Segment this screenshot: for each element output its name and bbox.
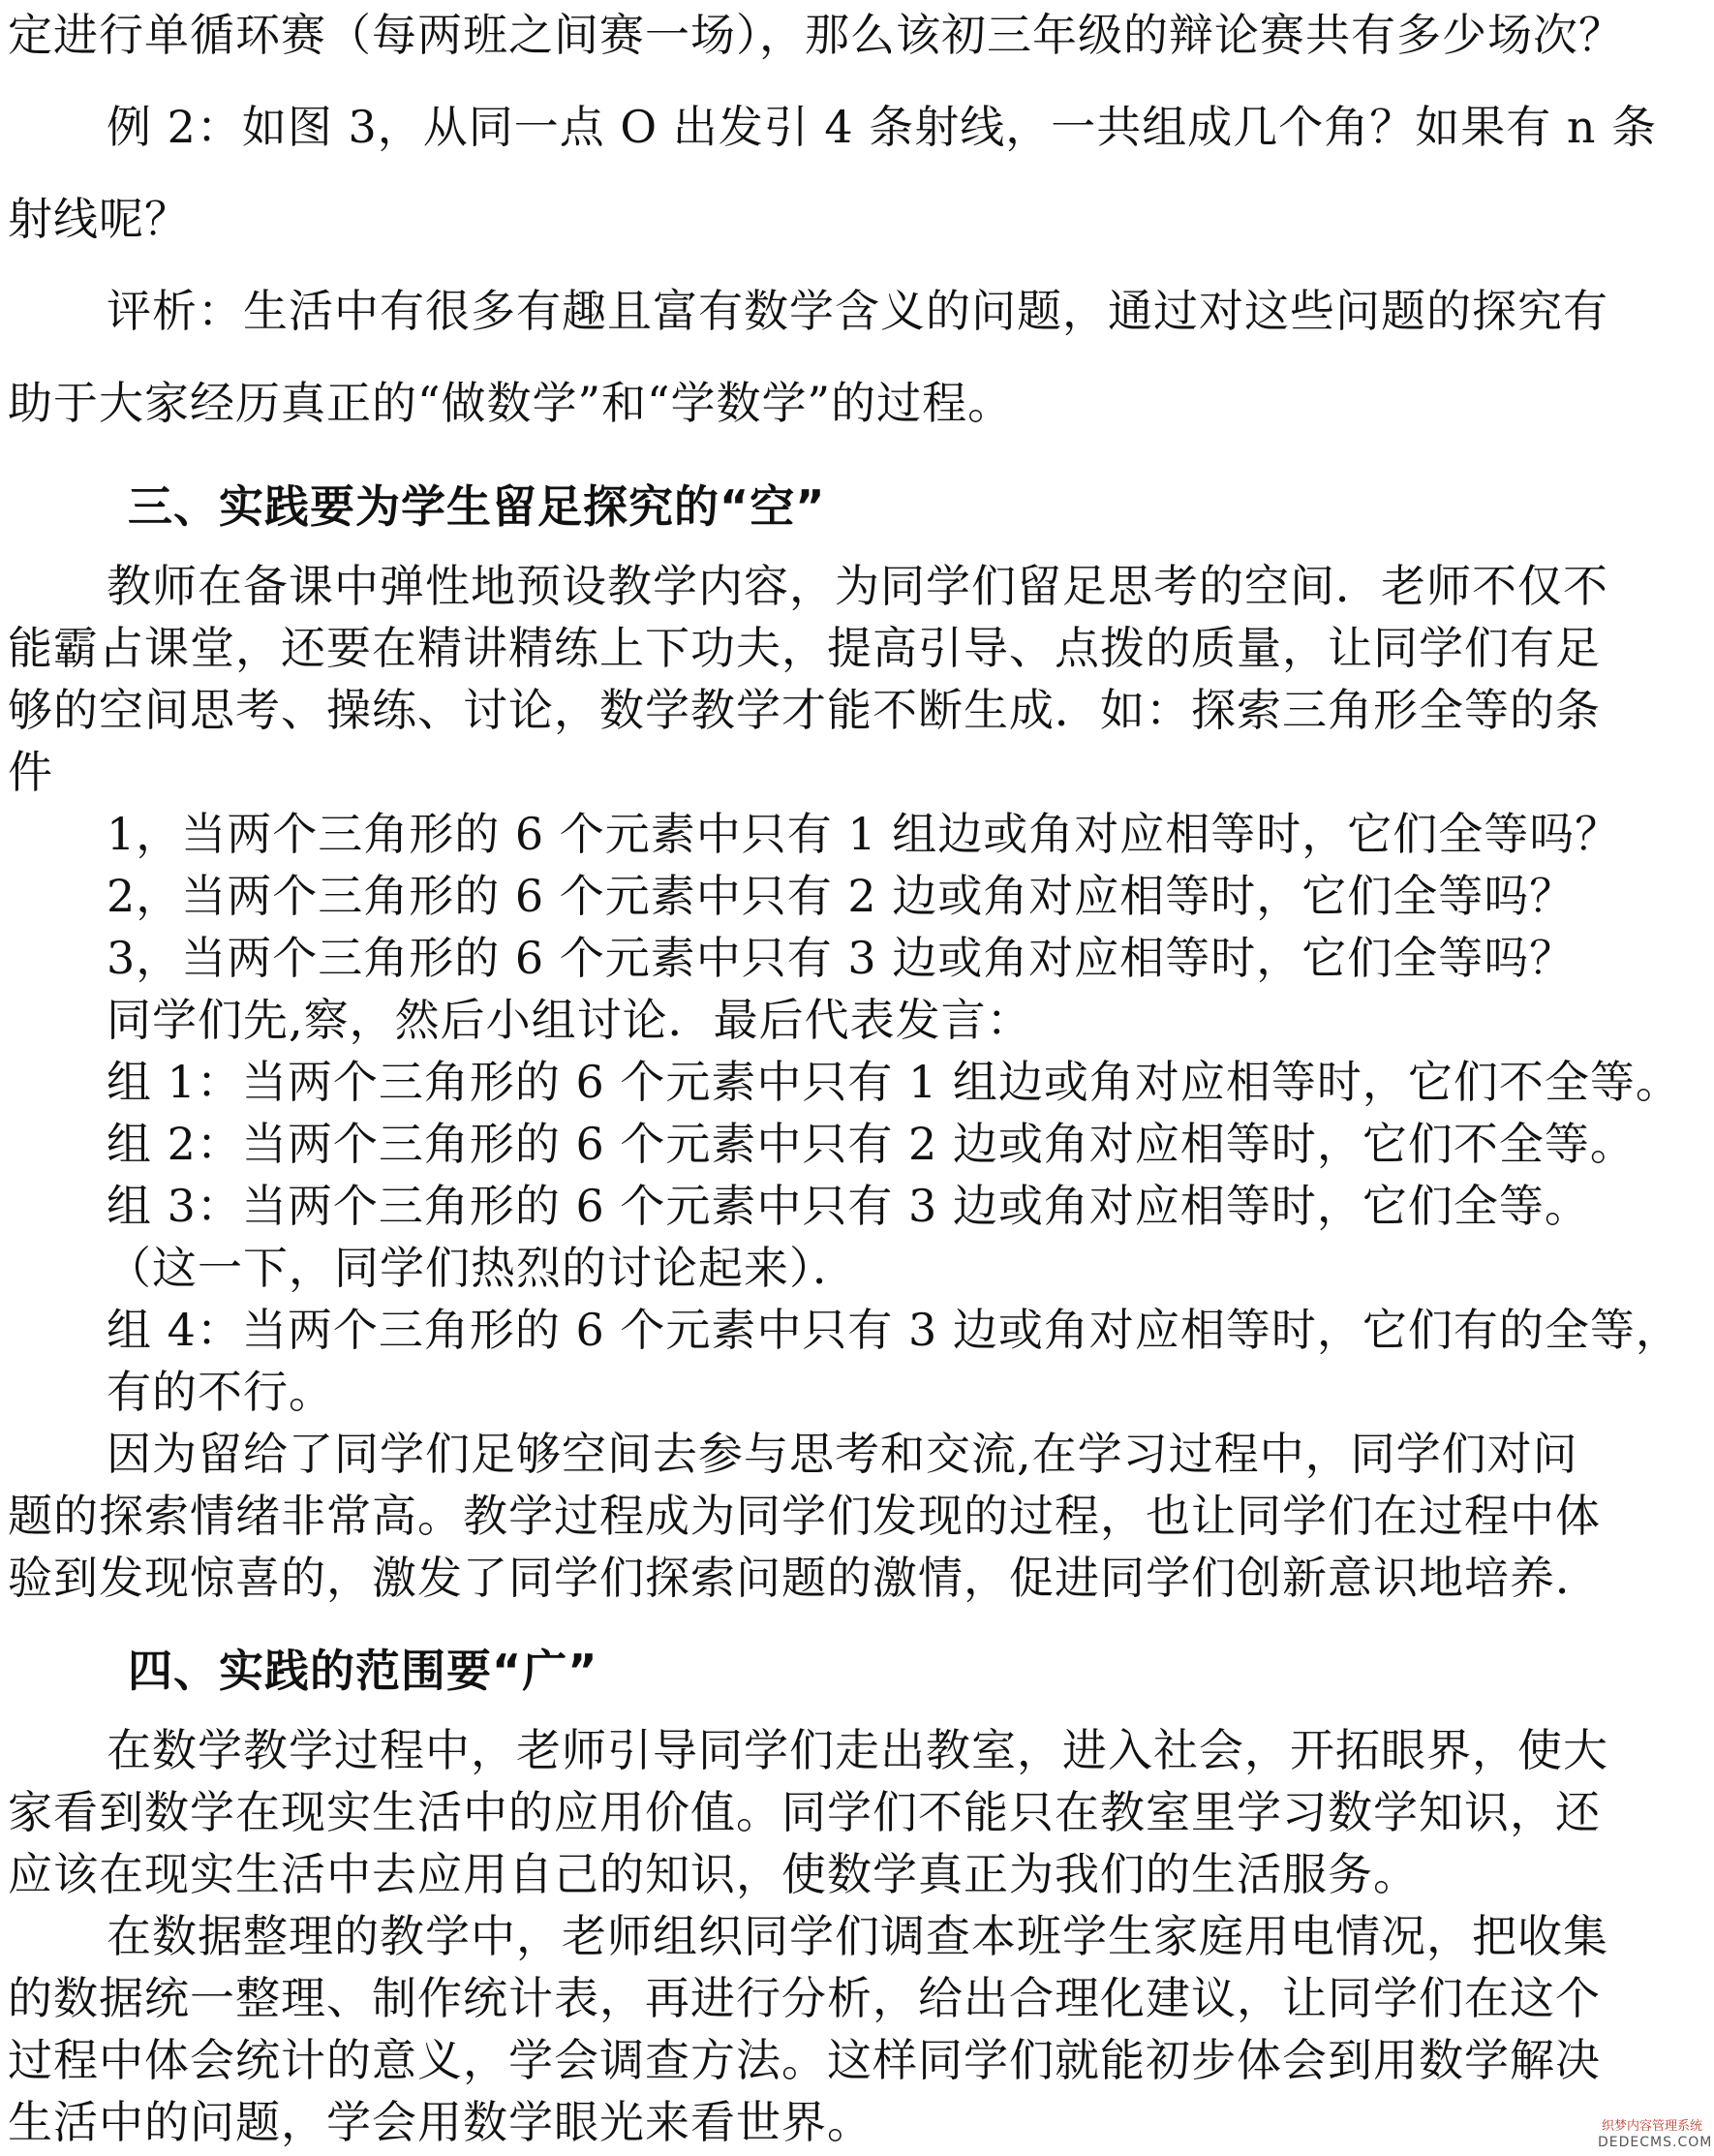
list-item: 组 3：当两个三角形的 6 个元素中只有 3 边或角对应相等时，它们全等。 bbox=[107, 1180, 1590, 1232]
list-item: 2，当两个三角形的 6 个元素中只有 2 边或角对应相等时，它们全等吗？ bbox=[107, 870, 1576, 922]
text-line: 射线呢？ bbox=[8, 193, 190, 245]
text-line: 定进行单循环赛（每两班之间赛一场），那么该初三年级的辩论赛共有多少场次？ bbox=[8, 9, 1624, 61]
text-line: 应该在现实生活中去应用自己的知识，使数学真正为我们的生活服务。 bbox=[8, 1848, 1419, 1900]
text-line: 在数据整理的教学中，老师组织同学们调查本班学生家庭用电情况，把收集 bbox=[107, 1910, 1608, 1962]
list-item: 组 1：当两个三角形的 6 个元素中只有 1 组边或角对应相等时，它们不全等。 bbox=[107, 1056, 1681, 1108]
text-line: 评析：生活中有很多有趣且富有数学含义的问题，通过对这些问题的探究有 bbox=[107, 285, 1608, 337]
section-heading: 三、实践要为学生留足探究的“空” bbox=[128, 480, 826, 533]
text-line: 例 2：如图 3，从同一点 O 出发引 4 条射线，一共组成几个角？如果有 n 条 bbox=[107, 101, 1658, 153]
text-line: 助于大家经历真正的“做数学”和“学数学”的过程。 bbox=[8, 377, 1014, 429]
text-line: 有的不行。 bbox=[107, 1366, 334, 1418]
text-line: 因为留给了同学们足够空间去参与思考和交流,在学习过程中，同学们对问 bbox=[107, 1428, 1578, 1480]
text-line: 过程中体会统计的意义，学会调查方法。这样同学们就能初步体会到用数学解决 bbox=[8, 2034, 1601, 2086]
text-line: （这一下，同学们热烈的讨论起来）． bbox=[107, 1242, 858, 1294]
watermark-bottom-text: DEDECMS.COM bbox=[1598, 2135, 1713, 2150]
text-line: 题的探索情绪非常高。教学过程成为同学们发现的过程，也让同学们在过程中体 bbox=[8, 1490, 1601, 1542]
text-line: 够的空间思考、操练、讨论，数学教学才能不断生成．如：探索三角形全等的条 bbox=[8, 684, 1601, 736]
text-line: 能霸占课堂，还要在精讲精练上下功夫，提高引导、点拨的质量，让同学们有足 bbox=[8, 622, 1601, 674]
text-line: 家看到数学在现实生活中的应用价值。同学们不能只在教室里学习数学知识，还 bbox=[8, 1786, 1601, 1838]
watermark-logo bbox=[1598, 2119, 1713, 2150]
text-line: 教师在备课中弹性地预设教学内容，为同学们留足思考的空间．老师不仅不 bbox=[107, 560, 1608, 612]
list-item: 组 4：当两个三角形的 6 个元素中只有 3 边或角对应相等时，它们有的全等， bbox=[107, 1304, 1681, 1356]
list-item: 3，当两个三角形的 6 个元素中只有 3 边或角对应相等时，它们全等吗？ bbox=[107, 932, 1576, 984]
text-line: 同学们先,察，然后小组讨论．最后代表发言： bbox=[107, 994, 1032, 1046]
watermark-top-text: 织梦内容管理系统 bbox=[1601, 2119, 1702, 2134]
section-heading: 四、实践的范围要“广” bbox=[128, 1645, 598, 1697]
list-item: 组 2：当两个三角形的 6 个元素中只有 2 边或角对应相等时，它们不全等。 bbox=[107, 1118, 1636, 1170]
text-line: 验到发现惊喜的，激发了同学们探索问题的激情，促进同学们创新意识地培养． bbox=[8, 1552, 1601, 1604]
text-line: 在数学教学过程中，老师引导同学们走出教室，进入社会，开拓眼界，使大 bbox=[107, 1724, 1608, 1776]
text-line: 生活中的问题，学会用数学眼光来看世界。 bbox=[8, 2096, 872, 2148]
text-line: 的数据统一整理、制作统计表，再进行分析，给出合理化建议，让同学们在这个 bbox=[8, 1972, 1601, 2024]
text-line: 件 bbox=[8, 746, 53, 798]
list-item: 1，当两个三角形的 6 个元素中只有 1 组边或角对应相等时，它们全等吗？ bbox=[107, 808, 1621, 860]
